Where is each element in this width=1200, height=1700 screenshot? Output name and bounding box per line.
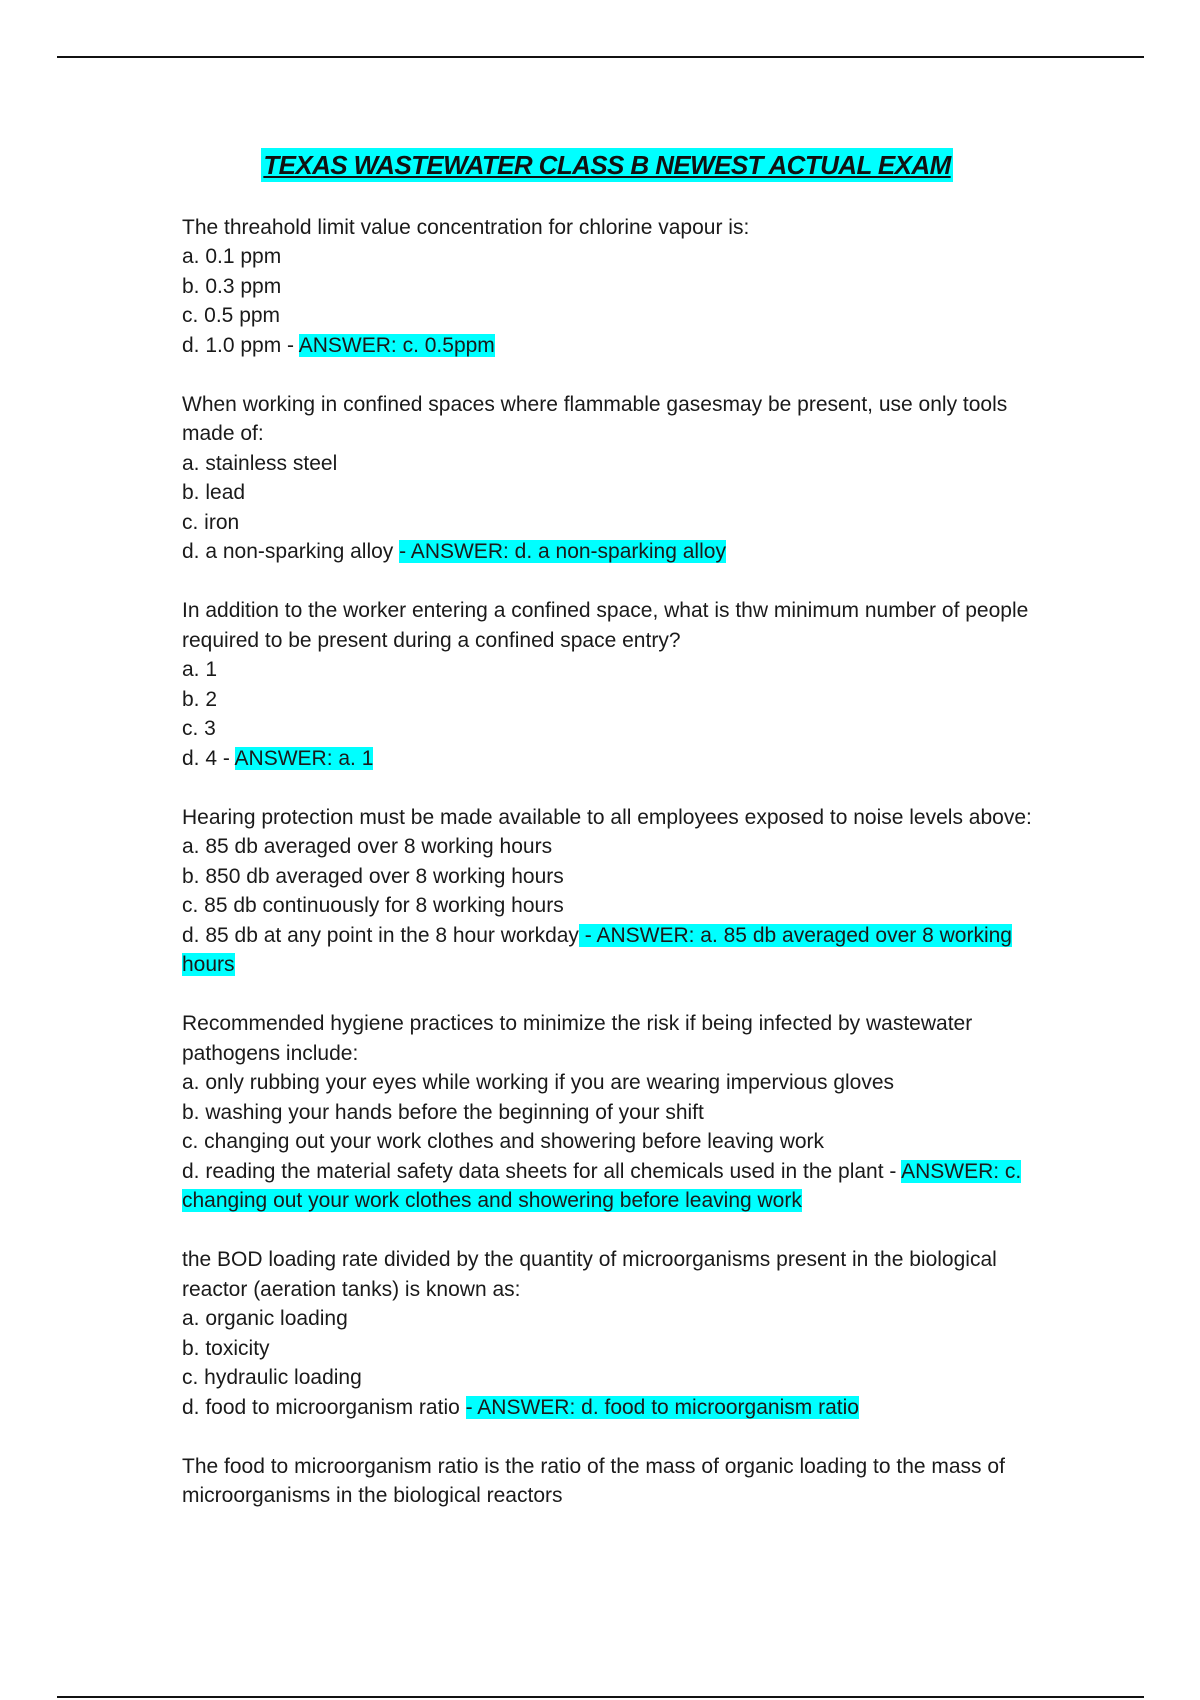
option: a. 85 db averaged over 8 working hours [182,835,553,858]
option: b. lead [182,481,246,504]
question-1 [182,213,1032,361]
title-wrap [142,148,1072,183]
option-with-answer [182,744,1032,774]
last-option: d. a non-sparking alloy [182,540,400,563]
option: a. 1 [182,658,218,681]
question-6 [182,1245,1032,1422]
closing-paragraph [182,1452,1032,1511]
option: b. 850 db averaged over 8 working hours [182,864,564,888]
answer-highlight: - ANSWER: a. 85 db averaged over 8 working hours [182,923,1012,976]
option: c. 85 db continuously for 8 working hours [182,894,564,917]
closing-text: The food to microorganism ratio is the ratio of the mass of organic loading to the mass of microorganisms in the biological reactors [182,1454,1005,1507]
question-prompt: the BOD loading rate divided by the quantity of microorganisms present in the biological reactor (aeration tanks) is known as: [182,1248,997,1301]
option-with-answer [182,331,1032,361]
option: a. only rubbing your eyes while working if you are wearing impervious gloves [182,1071,895,1094]
answer-highlight: - ANSWER: d. food to microorganism ratio [465,1395,859,1419]
answer-highlight: - ANSWER: d. a non-sparking alloy [399,540,726,563]
option: b. 2 [182,687,218,711]
option: b. 0.3 ppm [182,274,282,298]
question-5 [182,1009,1032,1216]
question-prompt: When working in confined spaces where flammable gasesmay be present, use only tools made of: [182,392,1008,445]
option-with-answer [182,1157,1032,1216]
question-4 [182,803,1032,980]
answer-highlight: ANSWER: a. 1 [234,746,374,770]
option-with-answer [182,921,1032,980]
option: c. 0.5 ppm [182,304,281,327]
question-prompt: Hearing protection must be made available to all employees exposed to noise levels above: [182,805,1032,829]
option-with-answer [182,537,1032,567]
answer-highlight: ANSWER: c. 0.5ppm [298,333,495,357]
option: c. hydraulic loading [182,1366,362,1389]
last-option: d. reading the material safety data sheets for all chemicals used in the plant - [182,1159,902,1183]
option: c. iron [182,510,240,534]
option: b. washing your hands before the beginning of your shift [182,1100,704,1124]
bottom-rule [57,1696,1144,1698]
answer-highlight: ANSWER: c. changing out your work clothes and showering before leaving work [182,1159,1022,1212]
question-2 [182,390,1032,567]
question-3 [182,596,1032,773]
option: a. stainless steel [182,451,338,475]
document-title: TEXAS WASTEWATER CLASS B NEWEST ACTUAL EXAM [263,150,951,180]
option: c. changing out your work clothes and showering before leaving work [182,1130,825,1153]
option: a. organic loading [182,1307,348,1330]
question-prompt: Recommended hygiene practices to minimize the risk if being infected by wastewater pathogens include: [182,1012,973,1065]
question-prompt: In addition to the worker entering a confined space, what is thw minimum number of people required to be present during a confined space entry? [182,599,1029,652]
option: c. 3 [182,717,216,740]
option: b. toxicity [182,1336,270,1360]
question-prompt: The threahold limit value concentration for chlorine vapour is: [182,215,750,239]
last-option: d. 4 - [182,746,235,770]
top-rule [57,56,1144,58]
last-option: d. 1.0 ppm - [182,333,299,357]
last-option: d. 85 db at any point in the 8 hour workday [182,923,579,947]
last-option: d. food to microorganism ratio [182,1395,466,1419]
option: a. 0.1 ppm [182,245,282,268]
document-body [182,148,1032,1540]
option-with-answer [182,1393,1032,1423]
